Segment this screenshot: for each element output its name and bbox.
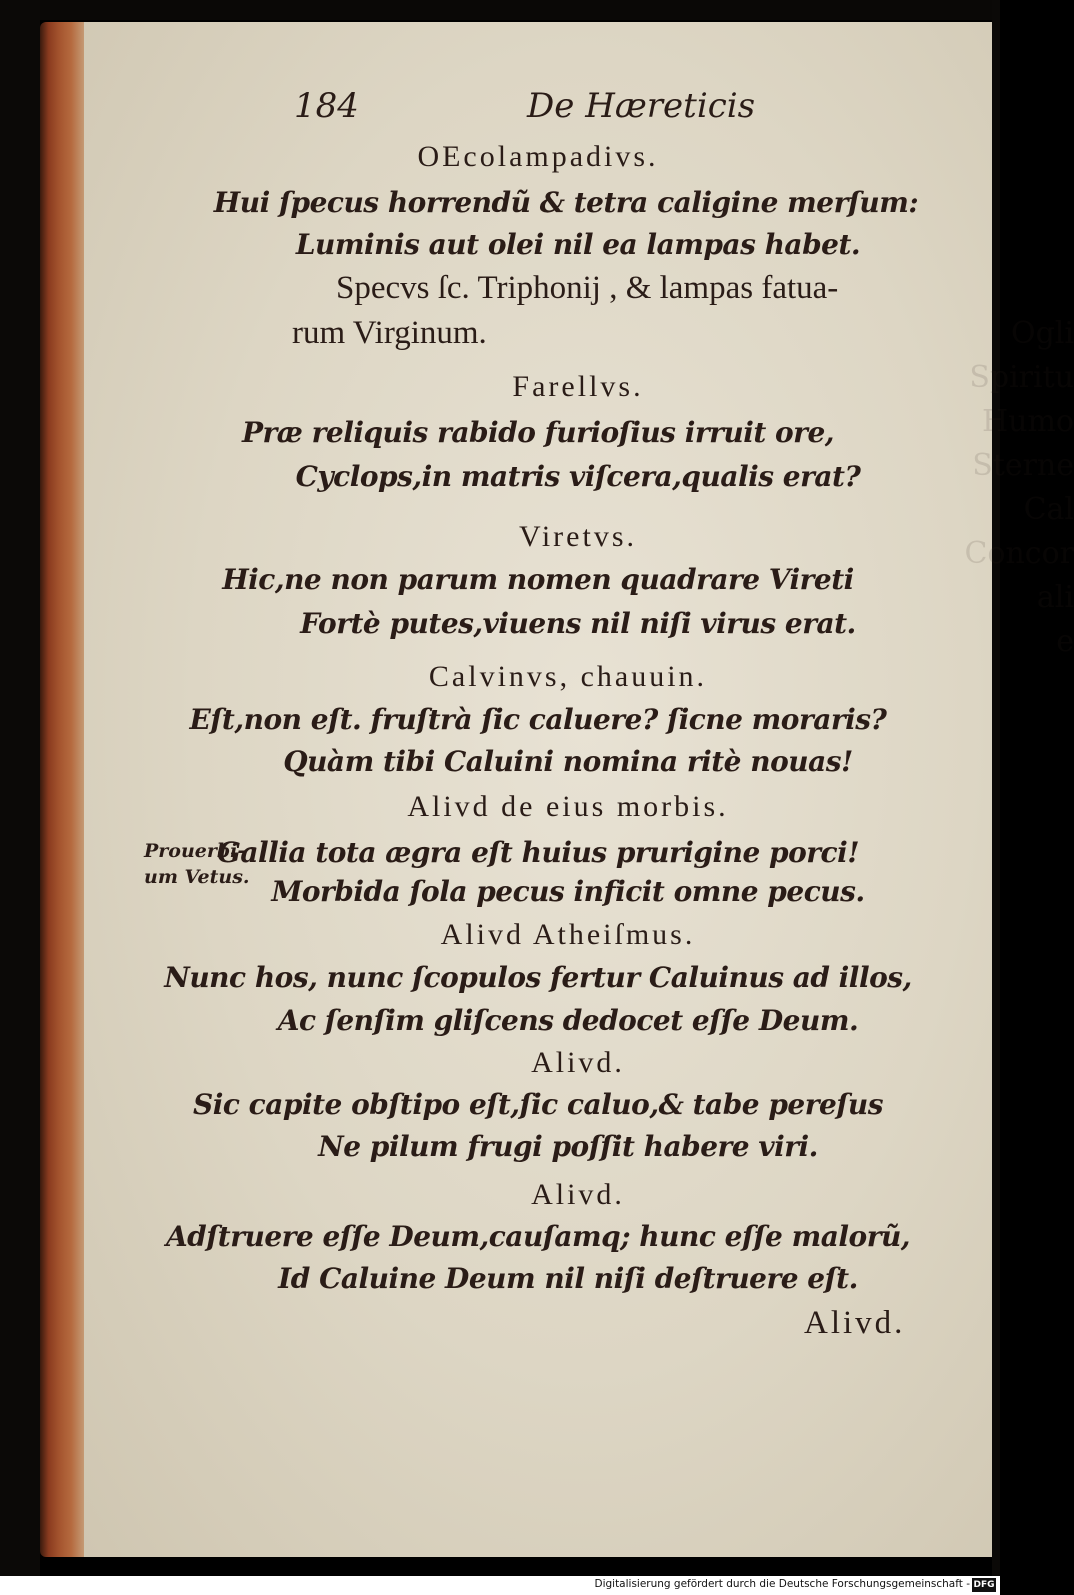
top-scan-border xyxy=(0,0,1000,20)
verse-line: Præ reliquis rabido furioſius irruit ore, xyxy=(242,416,834,449)
verse-line: Ac ſenſim gliſcens dedocet eſſe Deum. xyxy=(277,1004,859,1037)
left-scan-border xyxy=(0,0,40,1595)
verse-line: Eſt,non eſt. fruſtrà ſic caluere? ſicne moraris? xyxy=(189,703,887,736)
running-title: De Hæreticis xyxy=(527,86,756,126)
digitization-footer xyxy=(0,1576,1000,1595)
section-heading: Alivd. xyxy=(531,1046,625,1079)
marginal-note-line: Prouerbi- xyxy=(144,840,246,862)
section-heading: Alivd Atheiſmus. xyxy=(440,918,696,951)
verse-line: Fortè putes,viuens nil niſi virus erat. xyxy=(300,607,856,640)
verse-line: Morbida ſola pecus inficit omne pecus. xyxy=(271,875,865,908)
verse-line: Nunc hos, nunc ſcopulos fertur Caluinus ad illos, xyxy=(164,961,912,994)
section-heading: Calvinvs, chauuin. xyxy=(428,660,708,693)
verse-line: Luminis aut olei nil ea lampas habet. xyxy=(295,228,861,261)
catchword: Alivd. xyxy=(804,1305,906,1341)
bleed-through: Ogli Spiritu Humo Sterne Cal Concor ali e xyxy=(964,316,1074,659)
section-heading: OEcolampadivs. xyxy=(417,140,659,173)
prose-line: rum Virginum. xyxy=(292,315,487,351)
verse-line: Gallia tota ægra eſt huius prurigine porci! xyxy=(216,836,860,869)
dfg-logo-icon: DFG xyxy=(973,1580,995,1590)
verse-line: Sic capite obſtipo eſt,ſic caluo,& tabe pereſus xyxy=(193,1088,883,1121)
verse-line: Hui ſpecus horrendũ & tetra caligine merſum: xyxy=(213,186,919,219)
section-heading: Farellvs. xyxy=(512,370,644,403)
prose-line: Specvs ſc. Triphonij , & lampas fatua- xyxy=(336,270,839,306)
verse-line: Adſtruere eſſe Deum,cauſamq; hunc eſſe malorũ, xyxy=(165,1220,911,1253)
section-heading: Viretvs. xyxy=(518,520,637,553)
verse-line: Hic,ne non parum nomen quadrare Vireti xyxy=(222,563,854,596)
verse-line: Id Caluine Deum nil niſi deſtruere eſt. xyxy=(278,1262,858,1295)
section-heading: Alivd de eius morbis. xyxy=(407,790,729,823)
section-heading: Alivd. xyxy=(531,1178,625,1211)
verse-line: Quàm tibi Caluini nomina ritè nouas! xyxy=(283,745,853,778)
page-number: 184 xyxy=(294,86,359,126)
book-edge xyxy=(40,22,88,1557)
footer-credit: Digitalisierung gefördert durch die Deutsche Forschungsgemeinschaft - xyxy=(594,1578,970,1590)
marginal-note-line: um Vetus. xyxy=(144,866,250,888)
verse-line: Ne pilum frugi poſſit habere viri. xyxy=(318,1130,818,1163)
verse-line: Cyclops,in matris viſcera,qualis erat? xyxy=(295,460,861,493)
